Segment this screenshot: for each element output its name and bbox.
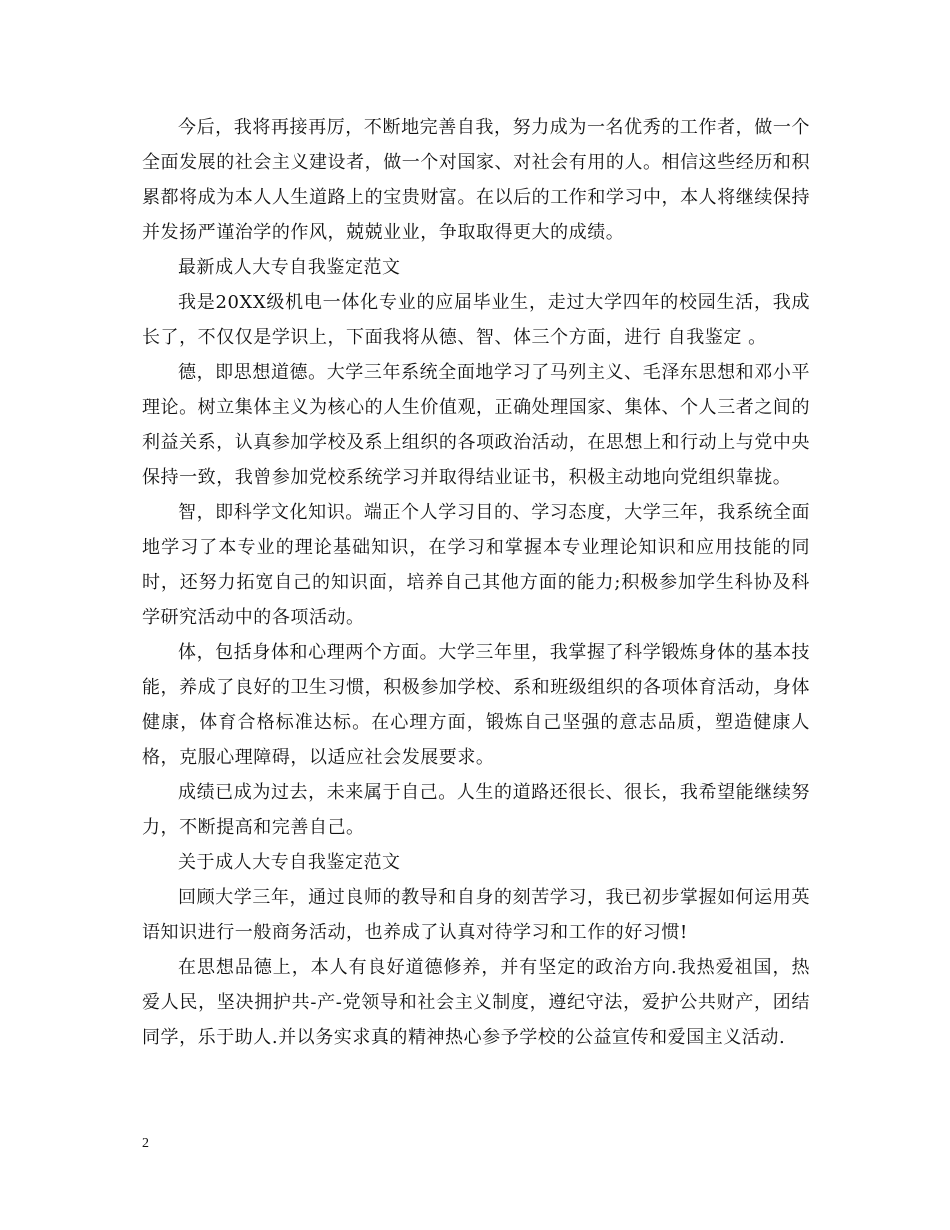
paragraph: 今后，我将再接再厉，不断地完善自我，努力成为一名优秀的工作者，做一个全面发展的社会主义建设者，做一个对国家、对社会有用的人。相信这些经历和积累都将成为本人人生道路上的宝贵财富。在以后的工作和学习中，本人将继续保持并发扬严谨治学的作风，兢兢业业，争取取得更大的成绩。 [142, 117, 810, 243]
document-body [142, 110, 810, 1055]
paragraph: 体，包括身体和心理两个方面。大学三年里，我掌握了科学锻炼身体的基本技能，养成了良好的卫生习惯，积极参加学校、系和班级组织的各项体育活动，身体健康，体育合格标准达标。在心理方面，锻炼自己坚强的意志品质，塑造健康人格，克服心理障碍，以适应社会发展要求。 [142, 642, 810, 768]
section-heading: 关于成人大专自我鉴定范文 [178, 852, 401, 873]
paragraph: 在思想品德上，本人有良好道德修养，并有坚定的政治方向.我热爱祖国，热爱人民，坚决拥护共-产-党领导和社会主义制度，遵纪守法，爱护公共财产，团结同学，乐于助人.并以务实求真的精神热心参予学校的公益宣传和爱国主义活动. [142, 957, 810, 1048]
paragraph: 我是20XX级机电一体化专业的应届毕业生，走过大学四年的校园生活，我成长了，不仅仅是学识上，下面我将从德、智、体三个方面，进行 自我鉴定 。 [142, 292, 810, 348]
paragraph: 德，即思想道德。大学三年系统全面地学习了马列主义、毛泽东思想和邓小平理论。树立集体主义为核心的人生价值观，正确处理国家、集体、个人三者之间的利益关系，认真参加学校及系上组织的各项政治活动，在思想上和行动上与党中央保持一致，我曾参加党校系统学习并取得结业证书，积极主动地向党组织靠拢。 [142, 362, 810, 488]
section-heading: 最新成人大专自我鉴定范文 [178, 257, 401, 278]
paragraph: 成绩已成为过去，未来属于自己。人生的道路还很长、很长，我希望能继续努力，不断提高和完善自己。 [142, 782, 810, 838]
paragraph: 回顾大学三年，通过良师的教导和自身的刻苦学习，我已初步掌握如何运用英语知识进行一般商务活动，也养成了认真对待学习和工作的好习惯! [142, 887, 810, 943]
paragraph: 智，即科学文化知识。端正个人学习目的、学习态度，大学三年，我系统全面地学习了本专业的理论基础知识，在学习和掌握本专业理论知识和应用技能的同时，还努力拓宽自己的知识面，培养自己其他方面的能力;积极参加学生科协及科学研究活动中的各项活动。 [142, 502, 810, 628]
page-number: 2 [142, 1136, 149, 1151]
